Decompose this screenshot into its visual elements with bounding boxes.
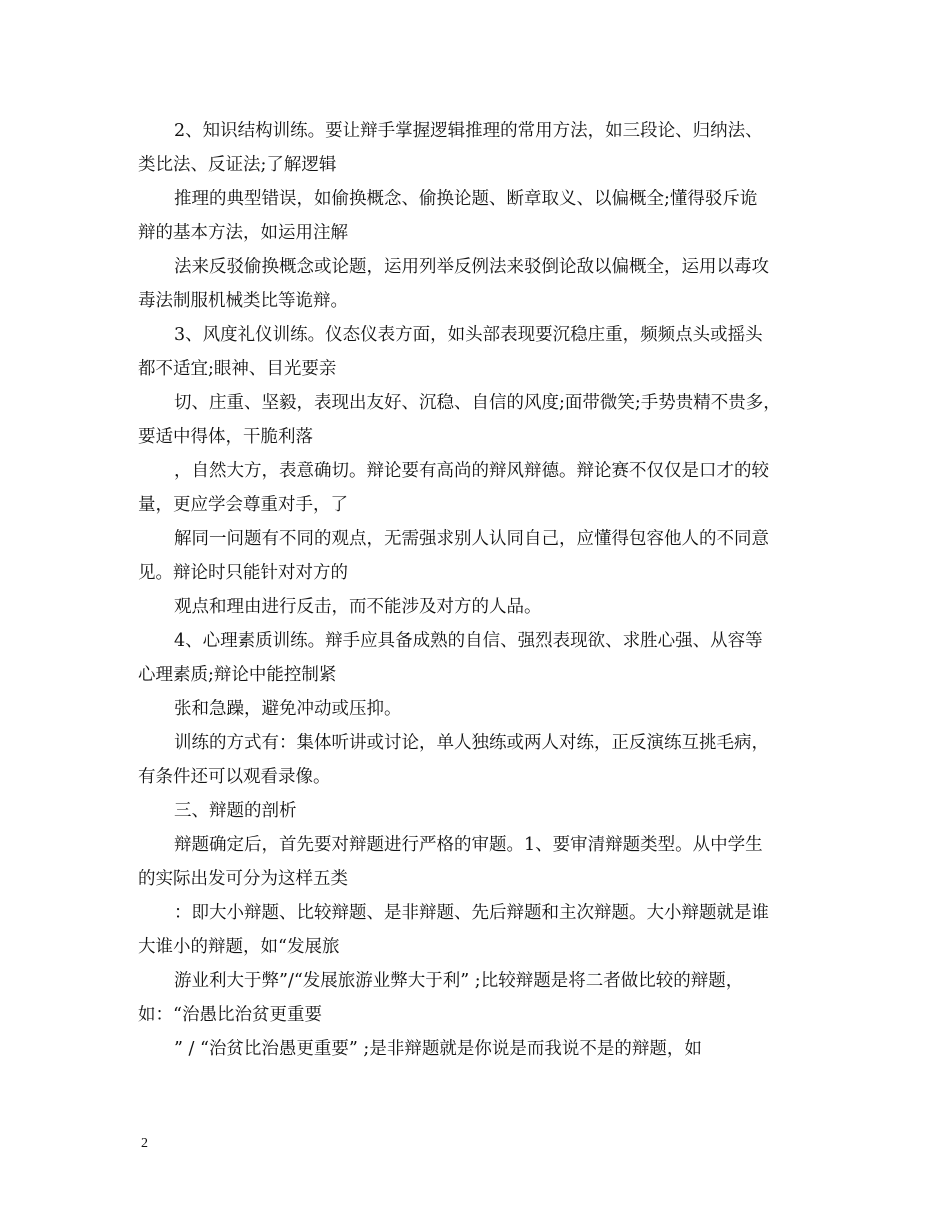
page-number: 2 xyxy=(141,1136,148,1151)
body-text xyxy=(138,114,828,1066)
text-line: 3、风度礼仪训练。仪态仪表方面，如头部表现要沉稳庄重，频频点头或摇头 xyxy=(174,325,763,345)
text-line: 4、心理素质训练。辩手应具备成熟的自信、强烈表现欲、求胜心强、从容等 xyxy=(174,631,763,651)
text-line: 法来反驳偷换概念或论题，运用列举反例法来驳倒论敌以偏概全，运用以毒攻 xyxy=(174,257,769,277)
text-line: ，自然大方，表意确切。辩论要有高尚的辩风辩德。辩论赛不仅仅是口才的较 xyxy=(174,461,769,481)
text-line: 量，更应学会尊重对手，了 xyxy=(138,495,348,515)
text-line: 辩题确定后，首先要对辩题进行严格的审题。1、要审清辩题类型。从中学生 xyxy=(174,835,763,855)
section-heading: 三、辩题的剖析 xyxy=(174,801,297,821)
text-line: 切、庄重、坚毅，表现出友好、沉稳、自信的风度;面带微笑;手势贵精不贵多， xyxy=(174,393,781,413)
text-line: 辩的基本方法，如运用注解 xyxy=(138,223,348,243)
text-line: 都不适宜;眼神、目光要亲 xyxy=(138,359,337,379)
text-line: 心理素质;辩论中能控制紧 xyxy=(138,665,337,685)
text-line: 2、知识结构训练。要让辩手掌握逻辑推理的常用方法，如三段论、归纳法、 xyxy=(174,121,763,141)
text-line: 的实际出发可分为这样五类 xyxy=(138,869,348,889)
text-line: 训练的方式有：集体听讲或讨论，单人独练或两人对练，正反演练互挑毛病， xyxy=(174,733,769,753)
text-line: 张和急躁，避免冲动或压抑。 xyxy=(174,699,402,719)
text-line: ” / “治贫比治愚更重要” ;是非辩题就是你说是而我说不是的辩题，如 xyxy=(174,1039,702,1059)
text-line: 观点和理由进行反击，而不能涉及对方的人品。 xyxy=(174,597,542,617)
text-line: 如：“治愚比治贫更重要 xyxy=(138,1005,322,1025)
text-line: 毒法制服机械类比等诡辩。 xyxy=(138,291,348,311)
text-line: 解同一问题有不同的观点，无需强求别人认同自己，应懂得包容他人的不同意 xyxy=(174,529,769,549)
text-line: ：即大小辩题、比较辩题、是非辩题、先后辩题和主次辩题。大小辩题就是谁 xyxy=(174,903,769,923)
text-line: 大谁小的辩题，如“发展旅 xyxy=(138,937,340,957)
text-line: 有条件还可以观看录像。 xyxy=(138,767,331,787)
text-line: 推理的典型错误，如偷换概念、偷换论题、断章取义、以偏概全;懂得驳斥诡 xyxy=(174,189,758,209)
text-line: 见。辩论时只能针对对方的 xyxy=(138,563,348,583)
text-line: 游业利大于弊”/“发展旅游业弊大于利” ;比较辩题是将二者做比较的辩题， xyxy=(174,971,744,991)
text-line: 类比法、反证法;了解逻辑 xyxy=(138,155,337,175)
text-line: 要适中得体，干脆利落 xyxy=(138,427,313,447)
